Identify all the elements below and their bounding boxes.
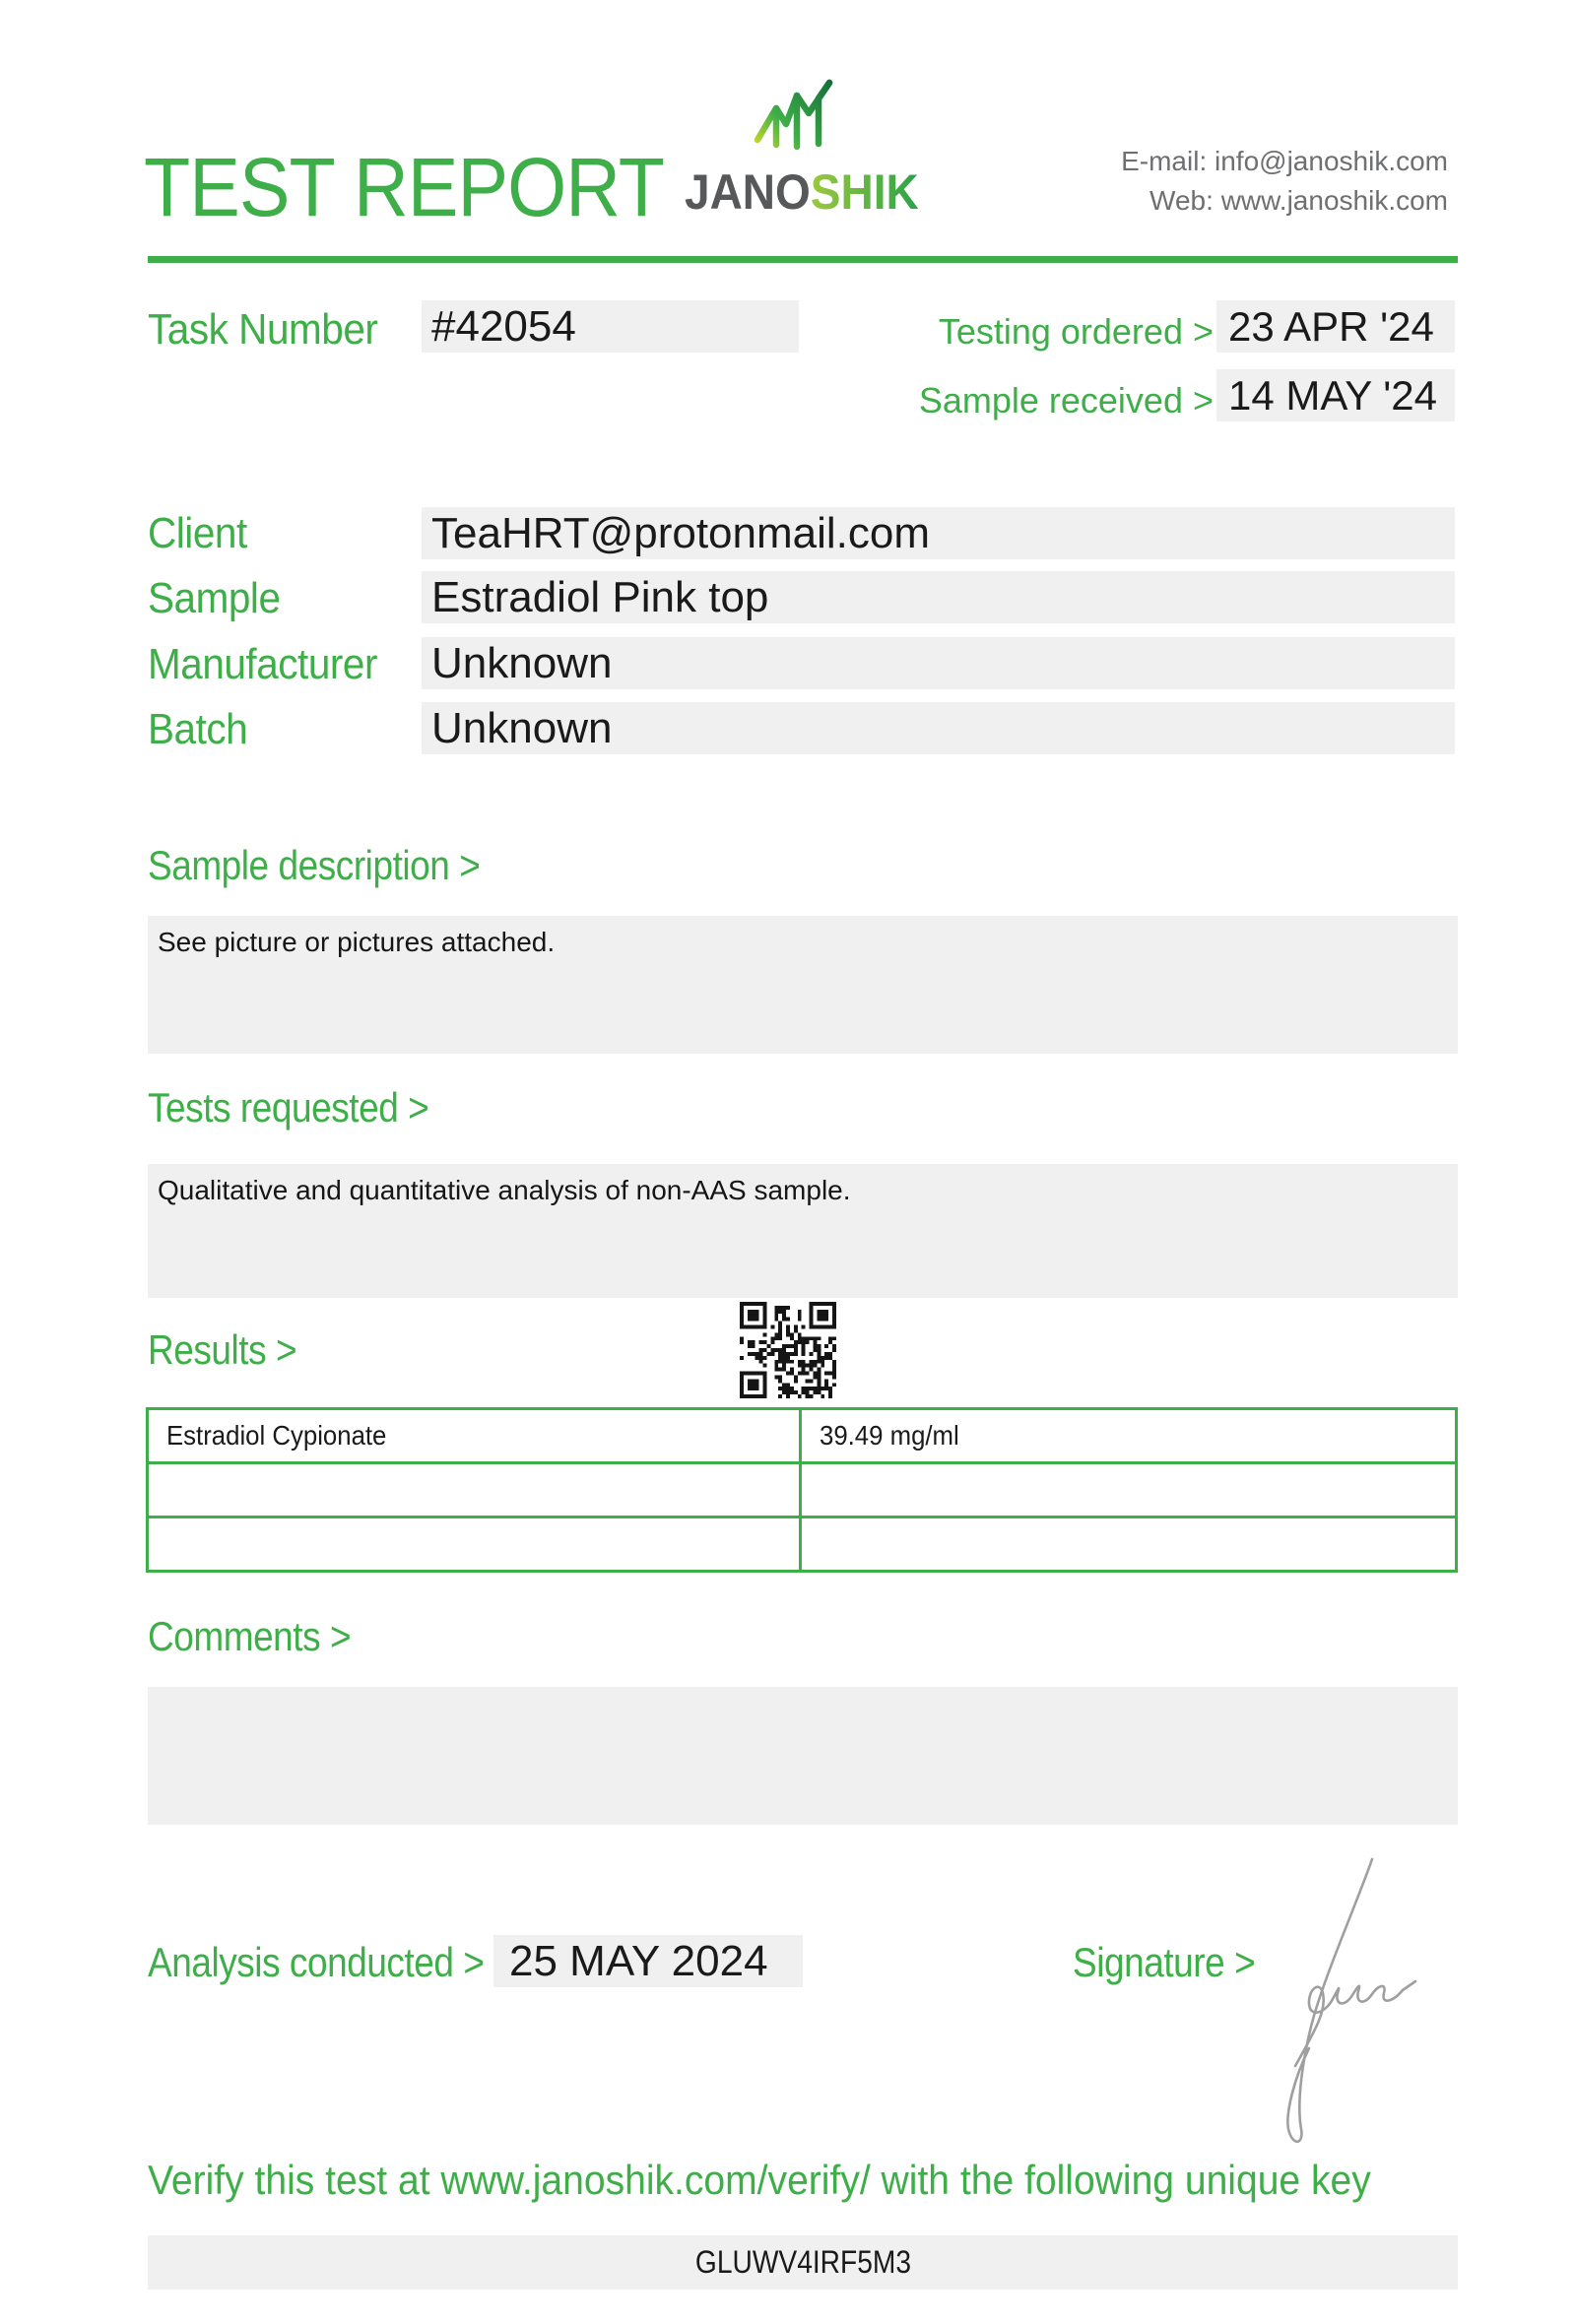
batch-label <box>148 705 256 753</box>
logo-jano: JANO <box>685 164 811 220</box>
result-substance: Estradiol Cypionate <box>166 1420 387 1451</box>
email-label: E-mail: <box>1121 146 1208 176</box>
header-divider <box>148 256 1458 263</box>
result-value-cell <box>801 1409 1457 1463</box>
batch-value: Unknown <box>422 702 1455 754</box>
qr-code <box>740 1302 836 1398</box>
sample-label <box>148 574 292 622</box>
sample-received-label: Sample received > <box>918 380 1214 420</box>
manufacturer-label-text: Manufacturer <box>148 640 377 688</box>
client-label-text: Client <box>148 509 247 557</box>
result-value-cell <box>801 1463 1457 1517</box>
verify-line-text: Verify this test at www.janoshik.com/verify/ with the following unique key <box>148 2157 1371 2203</box>
sample-description-box <box>148 916 1458 1054</box>
logo-wordmark <box>685 164 921 220</box>
web-value: www.janoshik.com <box>1220 184 1448 216</box>
manufacturer-label <box>148 640 397 688</box>
contact-web-line <box>936 181 1448 221</box>
task-number-label-text: Task Number <box>148 305 378 354</box>
contact-email-line <box>936 142 1448 181</box>
results-heading-text: Results > <box>148 1326 297 1373</box>
verify-line <box>148 2157 1463 2203</box>
batch-label-text: Batch <box>148 705 248 753</box>
sample-description-heading <box>148 842 525 888</box>
page-title <box>144 141 709 233</box>
result-substance-cell <box>148 1517 801 1572</box>
analysis-conducted-label <box>148 1939 530 1985</box>
signature-label-text: Signature > <box>1073 1939 1256 1985</box>
logo-chart-icon <box>752 79 844 161</box>
logo-wordmark-text <box>685 164 919 220</box>
tests-requested-heading <box>148 1084 467 1130</box>
comments-heading-text: Comments > <box>148 1613 352 1659</box>
manufacturer-value: Unknown <box>422 637 1455 689</box>
analysis-conducted-label-text: Analysis conducted > <box>148 1939 485 1985</box>
table-row <box>148 1463 1457 1517</box>
result-substance-cell <box>148 1463 801 1517</box>
client-value: TeaHRT@protonmail.com <box>422 507 1455 559</box>
contact-block <box>936 142 1448 221</box>
tests-requested-text: Qualitative and quantitative analysis of non-AAS sample. <box>158 1175 851 1205</box>
table-row <box>148 1517 1457 1572</box>
comments-heading <box>148 1613 378 1659</box>
signature-label <box>1073 1939 1280 1985</box>
task-number-value: #42054 <box>422 300 799 353</box>
tests-requested-heading-text: Tests requested > <box>148 1084 429 1130</box>
web-label: Web: <box>1149 184 1214 216</box>
client-label <box>148 509 256 557</box>
email-value: info@janoshik.com <box>1215 146 1448 176</box>
result-value-cell <box>801 1517 1457 1572</box>
sample-description-heading-text: Sample description > <box>148 842 481 888</box>
testing-ordered-date: 23 APR '24 <box>1216 300 1455 353</box>
result-value: 39.49 mg/ml <box>820 1420 959 1451</box>
tests-requested-box <box>148 1164 1458 1298</box>
task-number-label <box>148 305 398 354</box>
testing-ordered-label: Testing ordered > <box>938 311 1214 352</box>
page-title-text: TEST REPORT <box>144 141 665 233</box>
results-heading <box>148 1326 317 1373</box>
verify-key-box <box>148 2235 1458 2290</box>
comments-box <box>148 1687 1458 1825</box>
sample-description-text: See picture or pictures attached. <box>158 927 556 957</box>
logo-shik: SHIK <box>810 164 919 220</box>
result-substance-cell <box>148 1409 801 1463</box>
sample-value: Estradiol Pink top <box>422 571 1455 623</box>
table-row <box>148 1409 1457 1463</box>
analysis-date: 25 MAY 2024 <box>493 1935 803 1987</box>
sample-label-text: Sample <box>148 574 281 622</box>
sample-received-date: 14 MAY '24 <box>1216 369 1455 421</box>
signature-image <box>1266 1843 1428 2163</box>
verify-key: GLUWV4IRF5M3 <box>694 2244 911 2280</box>
results-table <box>146 1407 1458 1573</box>
